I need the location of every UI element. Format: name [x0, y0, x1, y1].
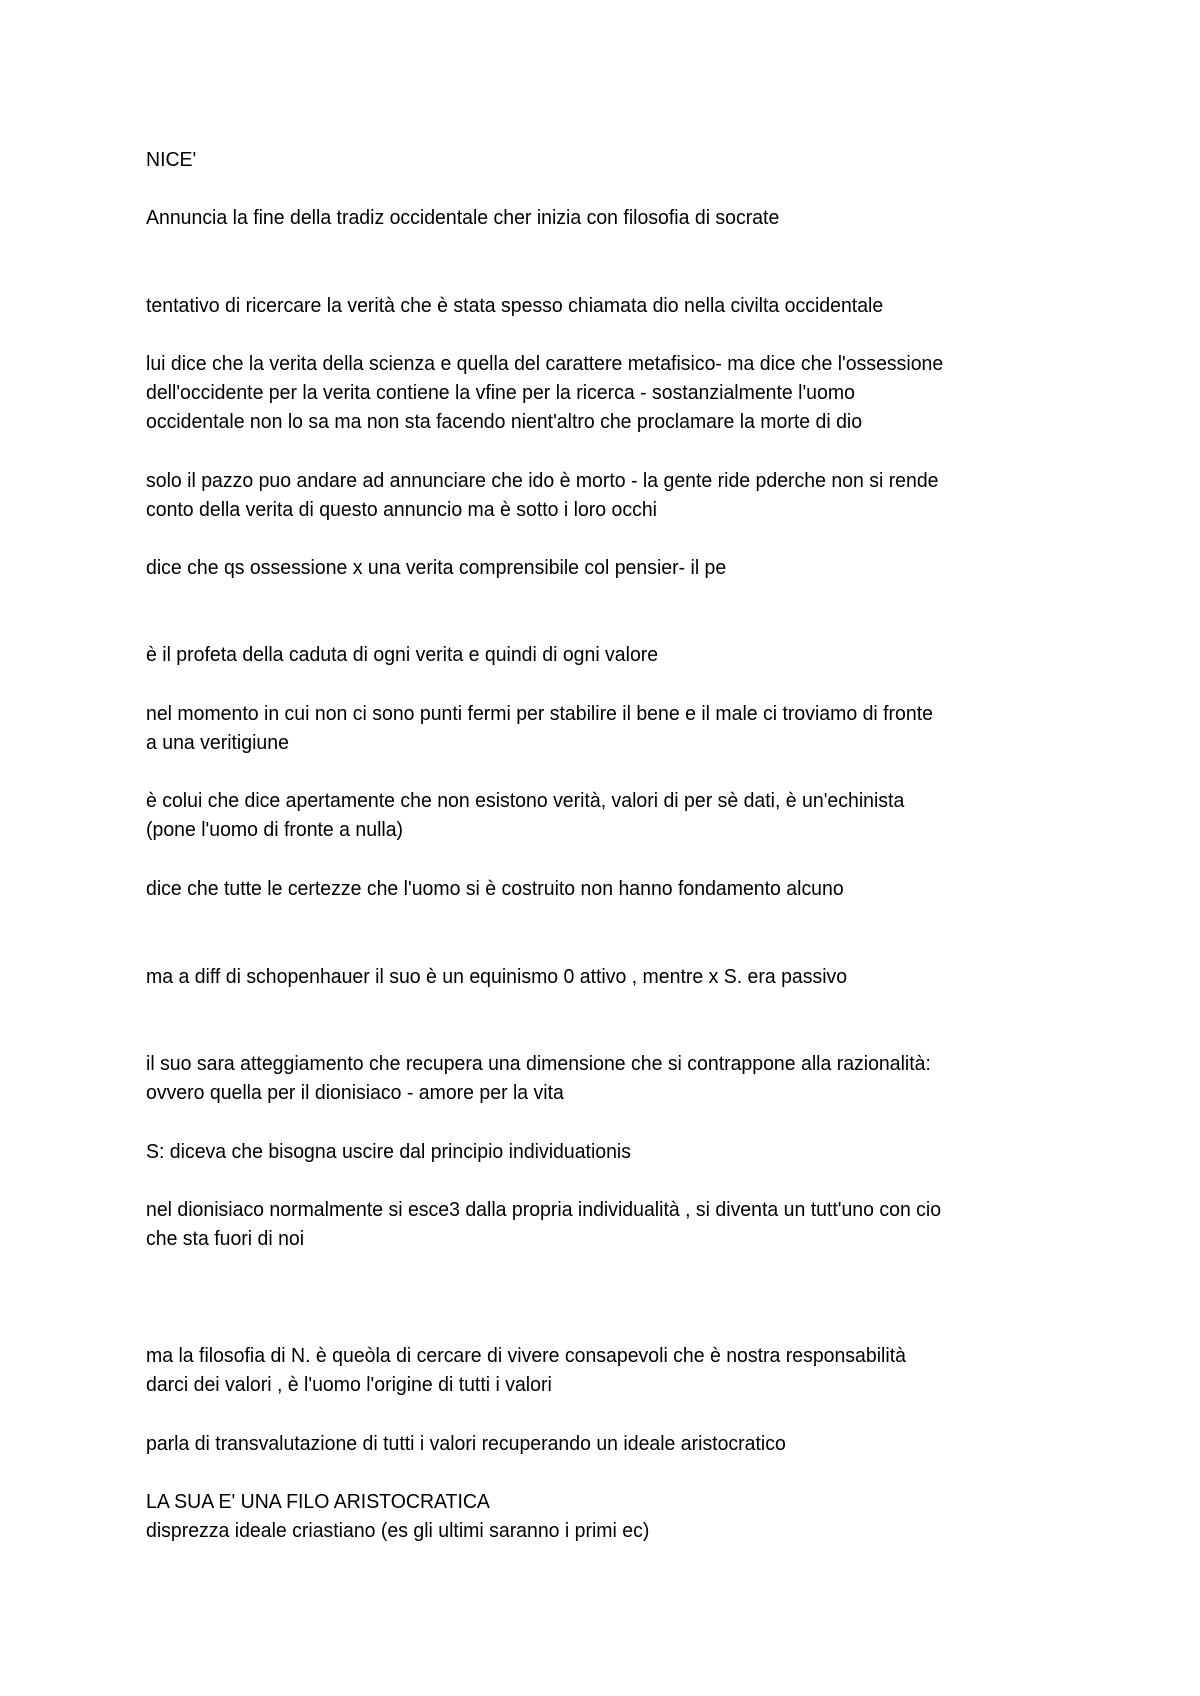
document-title: NICE'	[146, 148, 197, 171]
text-line: dell'occidente per la verita contiene la vfine per la ricerca - sostanzialmente l'uomo	[146, 381, 855, 404]
text-line: dice che qs ossessione x una verita comprensibile col pensier- il pe	[146, 556, 727, 579]
text-line: ma a diff di schopenhauer il suo è un equinismo 0 attivo , mentre x S. era passivo	[146, 965, 848, 988]
section-heading: LA SUA E' UNA FILO ARISTOCRATICA	[146, 1490, 490, 1513]
text-line: il suo sara atteggiamento che recupera una dimensione che si contrappone alla razionalità:	[146, 1052, 931, 1075]
text-line: disprezza ideale criastiano (es gli ultimi saranno i primi ec)	[146, 1519, 650, 1542]
text-line: parla di transvalutazione di tutti i valori recuperando un ideale aristocratico	[146, 1432, 786, 1455]
text-line: nel momento in cui non ci sono punti fermi per stabilire il bene e il male ci troviamo di fronte	[146, 702, 933, 725]
text-line: darci dei valori , è l'uomo l'origine di tutti i valori	[146, 1373, 552, 1396]
text-line: è colui che dice apertamente che non esistono verità, valori di per sè dati, è un'echinista	[146, 789, 905, 812]
text-line: solo il pazzo puo andare ad annunciare che ido è morto - la gente ride pderche non si rende	[146, 469, 939, 492]
text-line: S: diceva che bisogna uscire dal principio individuationis	[146, 1140, 632, 1163]
text-line: conto della verita di questo annuncio ma è sotto i loro occhi	[146, 498, 657, 521]
text-line: (pone l'uomo di fronte a nulla)	[146, 818, 404, 841]
text-line: tentativo di ricercare la verità che è stata spesso chiamata dio nella civilta occidentale	[146, 294, 884, 317]
text-line: lui dice che la verita della scienza e quella del carattere metafisico- ma dice che l'ossessione	[146, 352, 944, 375]
text-line: occidentale non lo sa ma non sta facendo nient'altro che proclamare la morte di dio	[146, 410, 863, 433]
text-line: ma la filosofia di N. è queòla di cercare di vivere consapevoli che è nostra responsabilità	[146, 1344, 906, 1367]
text-line: a una veritigiune	[146, 731, 289, 754]
text-line: è il profeta della caduta di ogni verita e quindi di ogni valore	[146, 643, 659, 666]
text-line: Annuncia la fine della tradiz occidentale cher inizia con filosofia di socrate	[146, 206, 780, 229]
text-line: ovvero quella per il dionisiaco - amore per la vita	[146, 1081, 564, 1104]
text-line: nel dionisiaco normalmente si esce3 dalla propria individualità , si diventa un tutt'uno con cio	[146, 1198, 942, 1221]
text-line: che sta fuori di noi	[146, 1227, 305, 1250]
text-line: dice che tutte le certezze che l'uomo si è costruito non hanno fondamento alcuno	[146, 877, 844, 900]
